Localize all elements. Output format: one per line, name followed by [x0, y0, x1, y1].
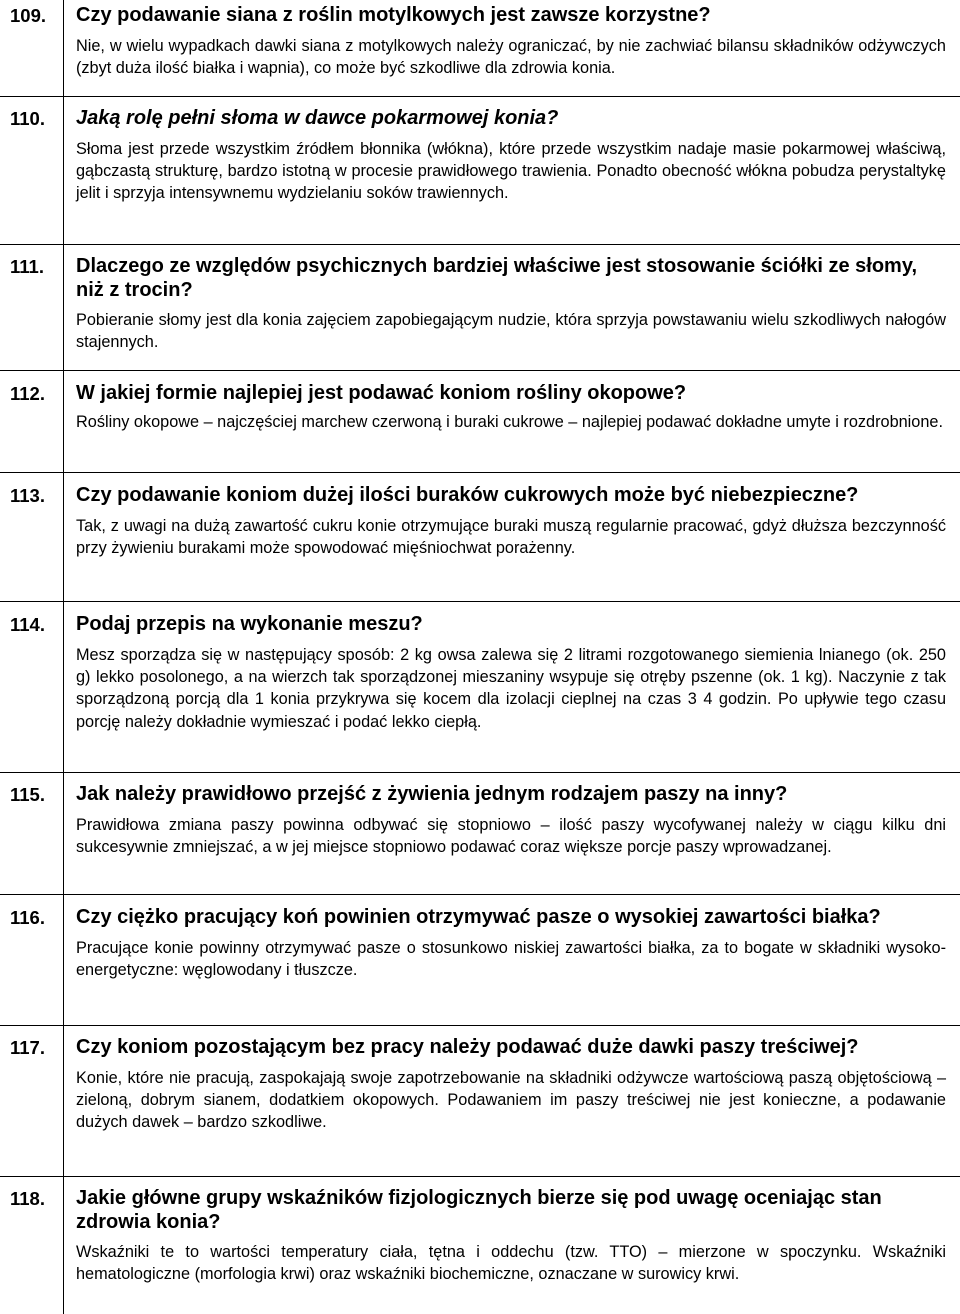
row-separator: [0, 472, 960, 473]
item-number: 111.: [10, 256, 44, 277]
question: Podaj przepis na wykonanie meszu?: [76, 613, 423, 635]
item-content: [76, 1036, 946, 1134]
item-number: 118.: [10, 1188, 45, 1209]
item-content: [76, 783, 946, 858]
item-content: [76, 484, 946, 559]
item-number: 112.: [10, 383, 45, 404]
row-separator: [0, 601, 960, 602]
item-number: 110.: [10, 108, 45, 129]
row-separator: [0, 96, 960, 97]
question: Jakie główne grupy wskaźników fizjologicznych bierze się pod uwagę oceniając stan zdrowia konia?: [76, 1187, 882, 1233]
question: Czy podawanie koniom dużej ilości buraków cukrowych może być niebezpieczne?: [76, 484, 859, 506]
column-divider: [63, 0, 64, 1314]
item-content: [76, 107, 946, 205]
question: Jaką rolę pełni słoma w dawce pokarmowej konia?: [76, 107, 559, 129]
row-separator: [0, 772, 960, 773]
question: Czy koniom pozostającym bez pracy należy podawać duże dawki paszy treściwej?: [76, 1036, 859, 1058]
answer: Tak, z uwagi na dużą zawartość cukru konie otrzymujące buraki muszą regularnie pracować, gdyż dłuższa bezczynność przy żywieniu burakami może spowodować mięśniochwat porażenny.: [76, 516, 946, 557]
item-content: [76, 613, 946, 733]
row-separator: [0, 1176, 960, 1177]
row-separator: [0, 244, 960, 245]
row-separator: [0, 894, 960, 895]
question: Czy podawanie siana z roślin motylkowych jest zawsze korzystne?: [76, 4, 711, 26]
item-number: 117.: [10, 1037, 45, 1058]
item-content: [76, 4, 946, 79]
question: Dlaczego ze względów psychicznych bardziej właściwe jest stosowanie ściółki ze słomy, niż z trocin?: [76, 255, 918, 301]
item-content: [76, 255, 946, 354]
question: W jakiej formie najlepiej jest podawać koniom rośliny okopowe?: [76, 382, 687, 404]
item-content: [76, 906, 946, 981]
row-separator: [0, 370, 960, 371]
answer: Prawidłowa zmiana paszy powinna odbywać się stopniowo – ilość paszy wycofywanej należy w ciągu kilku dni sukcesywnie zmniejszać, a w jej miejsce stopniowo podawać coraz większe porcje paszy wprowadzanej.: [76, 815, 946, 856]
item-content: [76, 1187, 946, 1286]
answer: Rośliny okopowe – najczęściej marchew czerwoną i buraki cukrowe – najlepiej podawać dokładne umyte i rozdrobnione.: [76, 412, 943, 431]
item-number: 109.: [10, 5, 47, 26]
answer: Konie, które nie pracują, zaspokajają swoje zapotrzebowanie na składniki odżywcze wartościową paszą objętościową – zieloną, dobrym sianem, dodatkiem okopowych. Podawaniem im paszy treściwej nie jest konieczne, a podawanie dużych dawek – bardzo szkodliwe.: [76, 1068, 946, 1132]
answer: Słoma jest przede wszystkim źródłem błonnika (włókna), które przede wszystkim nadaje masie pokarmowej właściwą, gąbczastą strukturę, bardzo istotną w procesie prawidłowego trawienia. Ponadto obecność włókna pobudza perystaltykę jelit i sprzyja intensywnemu wydzielaniu soków trawiennych.: [76, 139, 946, 203]
item-content: [76, 382, 946, 433]
answer: Pracujące konie powinny otrzymywać pasze o stosunkowo niskiej zawartości białka, za to bogate w składniki wysoko-energetyczne: węglowodany i tłuszcze.: [76, 938, 946, 979]
answer: Pobieranie słomy jest dla konia zajęciem zapobiegającym nudzie, która sprzyja powstawaniu wielu szkodliwych nałogów stajennych.: [76, 311, 946, 352]
question: Czy ciężko pracujący koń powinien otrzymywać pasze o wysokiej zawartości białka?: [76, 906, 881, 928]
item-number: 114.: [10, 614, 45, 635]
row-separator: [0, 1025, 960, 1026]
answer: Nie, w wielu wypadkach dawki siana z motylkowych należy ograniczać, by nie zachwiać bilansu składników odżywczych (zbyt duża ilość białka i wapnia), co może być szkodliwe dla zdrowia konia.: [76, 36, 946, 77]
answer: Mesz sporządza się w następujący sposób: 2 kg owsa zalewa się 2 litrami rozgotowanego siemienia lnianego (ok. 250 g) lekko posolonego, a na wierzch tak sporządzonej mieszaniny wsypuje się otręby pszenne (ok. 1 kg). Naczynie z tak sporządzoną porcją dla 1 konia przykrywa się kocem dla izolacji cieplnej na czas 3 4 godzin. Po upływie tego czasu porcję należy dokładnie wymieszać i podać lekko ciepłą.: [76, 645, 946, 731]
answer: Wskaźniki te to wartości temperatury ciała, tętna i oddechu (tzw. TTO) – mierzone w spoczynku. Wskaźniki hematologiczne (morfologia krwi) oraz wskaźniki biochemiczne, oznaczane w surowicy krwi.: [76, 1243, 946, 1284]
item-number: 113.: [10, 485, 45, 506]
item-number: 116.: [10, 907, 45, 928]
item-number: 115.: [10, 784, 45, 805]
question: Jak należy prawidłowo przejść z żywienia jednym rodzajem paszy na inny?: [76, 783, 788, 805]
